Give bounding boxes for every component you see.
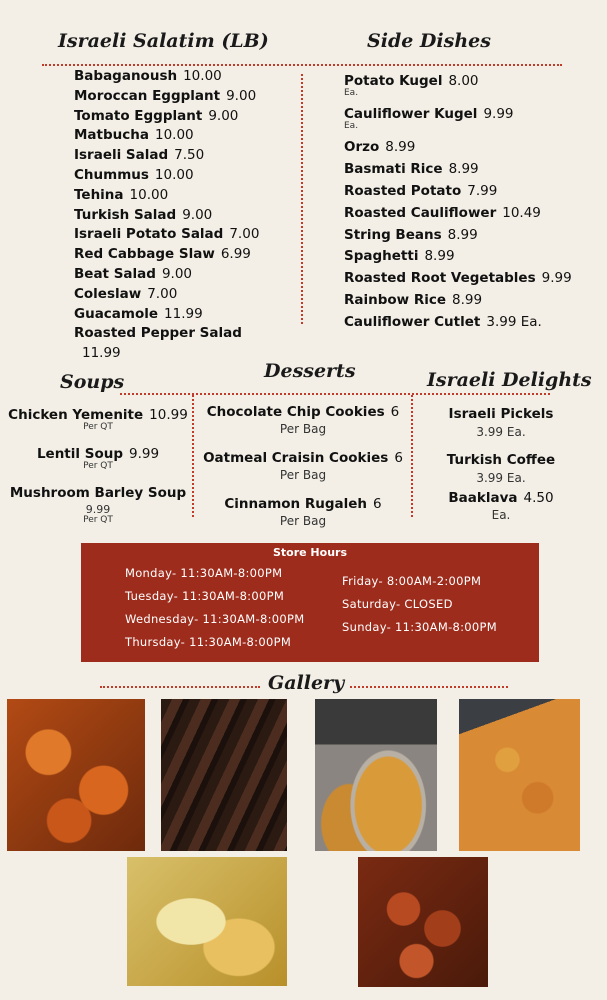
menu-item: Chummus 10.00 bbox=[74, 166, 194, 183]
sides-title: Side Dishes bbox=[367, 30, 491, 52]
menu-item: Tehina 10.00 bbox=[74, 186, 169, 203]
desserts-title: Desserts bbox=[264, 360, 356, 382]
column-divider bbox=[411, 395, 413, 517]
hours-line: Wednesday- 11:30AM-8:00PM bbox=[125, 612, 305, 626]
menu-item: Roasted Root Vegetables 9.99 bbox=[344, 270, 572, 287]
store-hours-title: Store Hours bbox=[272, 546, 348, 559]
desserts-list bbox=[196, 404, 410, 542]
hours-line: Sunday- 11:30AM-8:00PM bbox=[342, 620, 497, 634]
soups-title: Soups bbox=[60, 371, 125, 393]
menu-item: Cinnamon Rugaleh 6 Per Bag bbox=[224, 496, 382, 528]
gallery-photo-stew bbox=[358, 857, 488, 987]
gallery-photo-kugel bbox=[315, 699, 437, 851]
column-divider bbox=[192, 395, 194, 517]
menu-item: Chocolate Chip Cookies 6 Per Bag bbox=[206, 404, 400, 436]
delights-title: Israeli Delights bbox=[427, 369, 592, 391]
menu-item: Tomato Eggplant 9.00 bbox=[74, 107, 239, 124]
menu-item: String Beans 8.99 bbox=[344, 226, 478, 243]
top-divider bbox=[42, 64, 562, 66]
menu-item: Spaghetti 8.99 bbox=[344, 248, 455, 265]
menu-item: Basmati Rice 8.99 bbox=[344, 160, 479, 177]
hours-line: Thursday- 11:30AM-8:00PM bbox=[125, 635, 292, 649]
menu-item: Moroccan Eggplant 9.00 bbox=[74, 87, 257, 104]
menu-item: Oatmeal Craisin Cookies 6 Per Bag bbox=[203, 450, 403, 482]
menu-item: Roasted Cauliflower 10.49 bbox=[344, 204, 541, 221]
salatim-title: Israeli Salatim (LB) bbox=[58, 30, 269, 52]
menu-item: Red Cabbage Slaw 6.99 bbox=[74, 246, 251, 263]
menu-item: Turkish Coffee 3.99 Ea. bbox=[446, 452, 556, 485]
hours-line: Friday- 8:00AM-2:00PM bbox=[342, 574, 482, 588]
menu-item: Cauliflower Cutlet 3.99 Ea. bbox=[344, 314, 542, 331]
menu-item: Baaklava 4.50 Ea. bbox=[448, 490, 554, 522]
menu-item: Coleslaw 7.00 bbox=[74, 285, 178, 302]
menu-item: Mushroom Barley Soup 9.99 Per QT bbox=[9, 485, 187, 525]
menu-item: Roasted Potato 7.99 bbox=[344, 182, 498, 199]
menu-item: Israeli Pickels 3.99 Ea. bbox=[448, 406, 554, 439]
gallery-title: Gallery bbox=[268, 672, 345, 694]
menu-item: Israeli Potato Salad 7.00 bbox=[74, 226, 260, 243]
soups-list bbox=[8, 407, 188, 530]
menu-item: Roasted Pepper Salad bbox=[74, 325, 242, 342]
salatim-list bbox=[74, 68, 259, 365]
mid-divider bbox=[120, 393, 550, 395]
menu-item: Cauliflower Kugel 9.99 Ea. bbox=[344, 106, 514, 131]
menu-item: Guacamole 11.99 bbox=[74, 305, 203, 322]
gallery-photo-schnitzel bbox=[459, 699, 580, 851]
menu-item-price: 11.99 bbox=[82, 345, 121, 362]
menu-item: Chicken Yemenite 10.99 Per QT bbox=[8, 407, 188, 432]
gallery-divider-left bbox=[100, 686, 260, 688]
gallery-photo-cabbage bbox=[127, 857, 287, 986]
gallery-photo-glazed-chicken bbox=[7, 699, 145, 851]
sides-list bbox=[344, 73, 572, 336]
menu-item: Matbucha 10.00 bbox=[74, 127, 194, 144]
hours-line: Tuesday- 11:30AM-8:00PM bbox=[125, 589, 285, 603]
menu-item: Lentil Soup 9.99 Per QT bbox=[36, 446, 160, 471]
gallery-divider-right bbox=[350, 686, 508, 688]
menu-item: Turkish Salad 9.00 bbox=[74, 206, 213, 223]
menu-item: Israeli Salad 7.50 bbox=[74, 147, 205, 164]
hours-line: Saturday- CLOSED bbox=[342, 597, 453, 611]
store-hours-panel bbox=[81, 543, 539, 662]
menu-item: Rainbow Rice 8.99 bbox=[344, 292, 483, 309]
menu-item: Babaganoush 10.00 bbox=[74, 68, 222, 84]
hours-line: Monday- 11:30AM-8:00PM bbox=[125, 566, 283, 580]
menu-item: Orzo 8.99 bbox=[344, 139, 416, 155]
gallery-photo-grilled-meat bbox=[161, 699, 287, 851]
menu-item: Beat Salad 9.00 bbox=[74, 265, 193, 282]
column-divider bbox=[301, 74, 303, 324]
menu-item: Potato Kugel 8.00 Ea. bbox=[344, 73, 479, 98]
delights-list bbox=[416, 406, 586, 530]
